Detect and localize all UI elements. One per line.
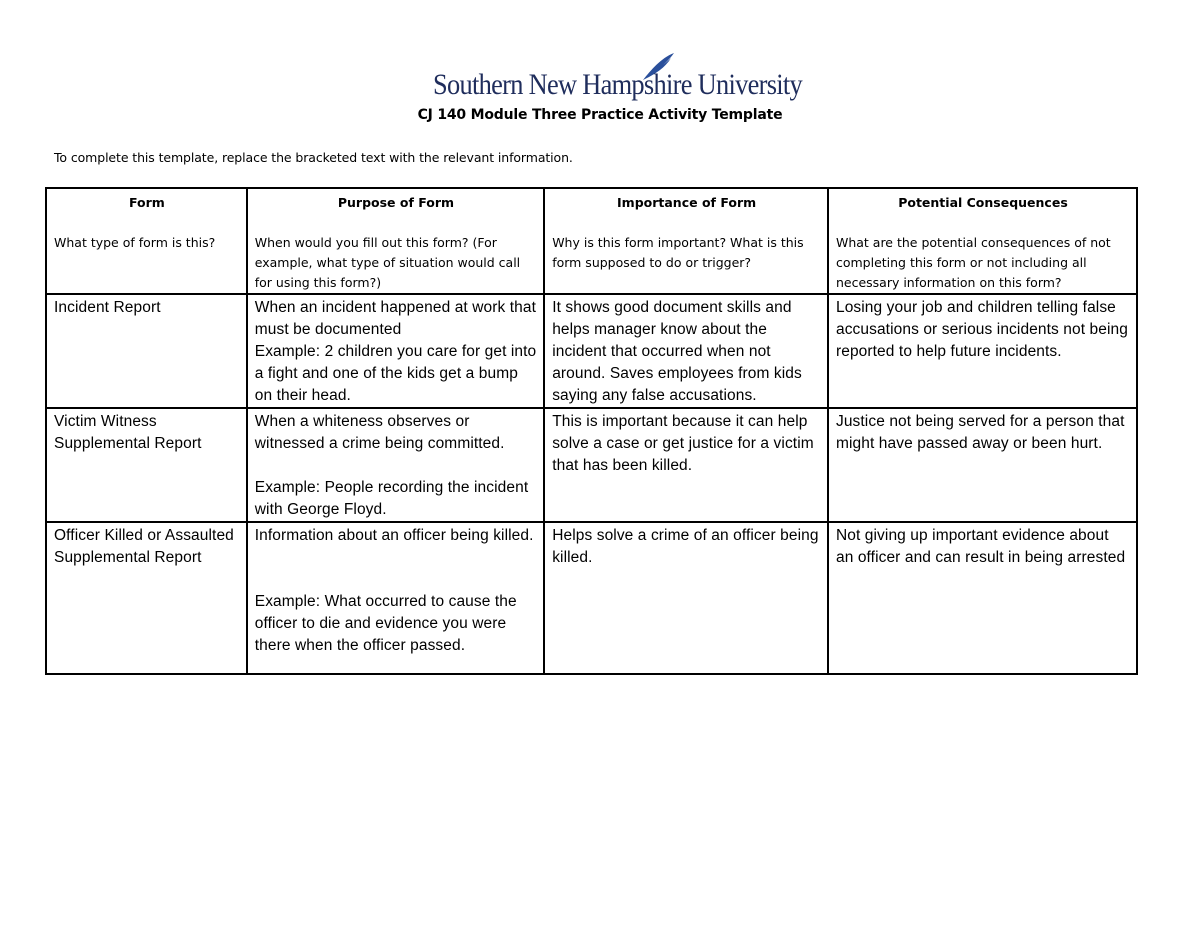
column-question: Why is this form important? What is this form supposed to do or trigger? <box>552 235 804 270</box>
header-cell-purpose <box>247 188 544 294</box>
table-header-row <box>46 188 1137 294</box>
header-cell-importance <box>544 188 828 294</box>
column-title: Potential Consequences <box>898 195 1068 210</box>
header-cell-form <box>46 188 247 294</box>
importance-cell: It shows good document skills and helps manager know about the incident that occurred when not around. Saves employees from kids saying any false accusations. <box>544 294 828 408</box>
table-row <box>46 522 1137 674</box>
instructions-text: To complete this template, replace the bracketed text with the relevant information. <box>54 150 573 165</box>
header-cell-consequences <box>828 188 1137 294</box>
purpose-text: Information about an officer being killed. <box>254 527 534 544</box>
consequences-cell: Not giving up important evidence about an officer and can result in being arrested <box>828 522 1137 674</box>
importance-cell: This is important because it can help solve a case or get justice for a victim that has been killed. <box>544 408 828 522</box>
university-name: Southern New Hampshire University <box>433 68 803 101</box>
purpose-example: Example: People recording the incident with George Floyd. <box>254 479 529 518</box>
form-cell: Incident Report <box>46 294 247 408</box>
form-cell: Victim Witness Supplemental Report <box>46 408 247 522</box>
table-row <box>46 408 1137 522</box>
column-title: Importance of Form <box>617 195 757 210</box>
form-cell: Officer Killed or Assaulted Supplemental Report <box>46 522 247 674</box>
purpose-cell <box>247 522 544 674</box>
purpose-text: When an incident happened at work that must be documented <box>254 299 537 338</box>
purpose-cell <box>247 294 544 408</box>
purpose-text: When a whiteness observes or witnessed a crime being committed. <box>254 413 505 452</box>
university-logo <box>433 52 803 106</box>
column-title: Purpose of Form <box>337 195 455 210</box>
table-row <box>46 294 1137 408</box>
consequences-cell: Losing your job and children telling false accusations or serious incidents not being reported to help future incidents. <box>828 294 1137 408</box>
column-question: What are the potential consequences of not completing this form or not including all necessary information on this form? <box>835 235 1111 290</box>
column-question: When would you fill out this form? (For example, what type of situation would call for using this form?) <box>254 235 521 290</box>
purpose-example: Example: What occurred to cause the officer to die and evidence you were there when the officer passed. <box>254 593 517 654</box>
purpose-example: Example: 2 children you care for get into a fight and one of the kids get a bump on their head. <box>254 343 537 404</box>
consequences-cell: Justice not being served for a person that might have passed away or been hurt. <box>828 408 1137 522</box>
column-title: Form <box>128 195 165 210</box>
purpose-cell <box>247 408 544 522</box>
column-question: What type of form is this? <box>54 235 216 250</box>
page-title: CJ 140 Module Three Practice Activity Template <box>417 107 783 123</box>
importance-cell: Helps solve a crime of an officer being killed. <box>544 522 828 674</box>
practice-activity-table <box>45 187 1138 675</box>
